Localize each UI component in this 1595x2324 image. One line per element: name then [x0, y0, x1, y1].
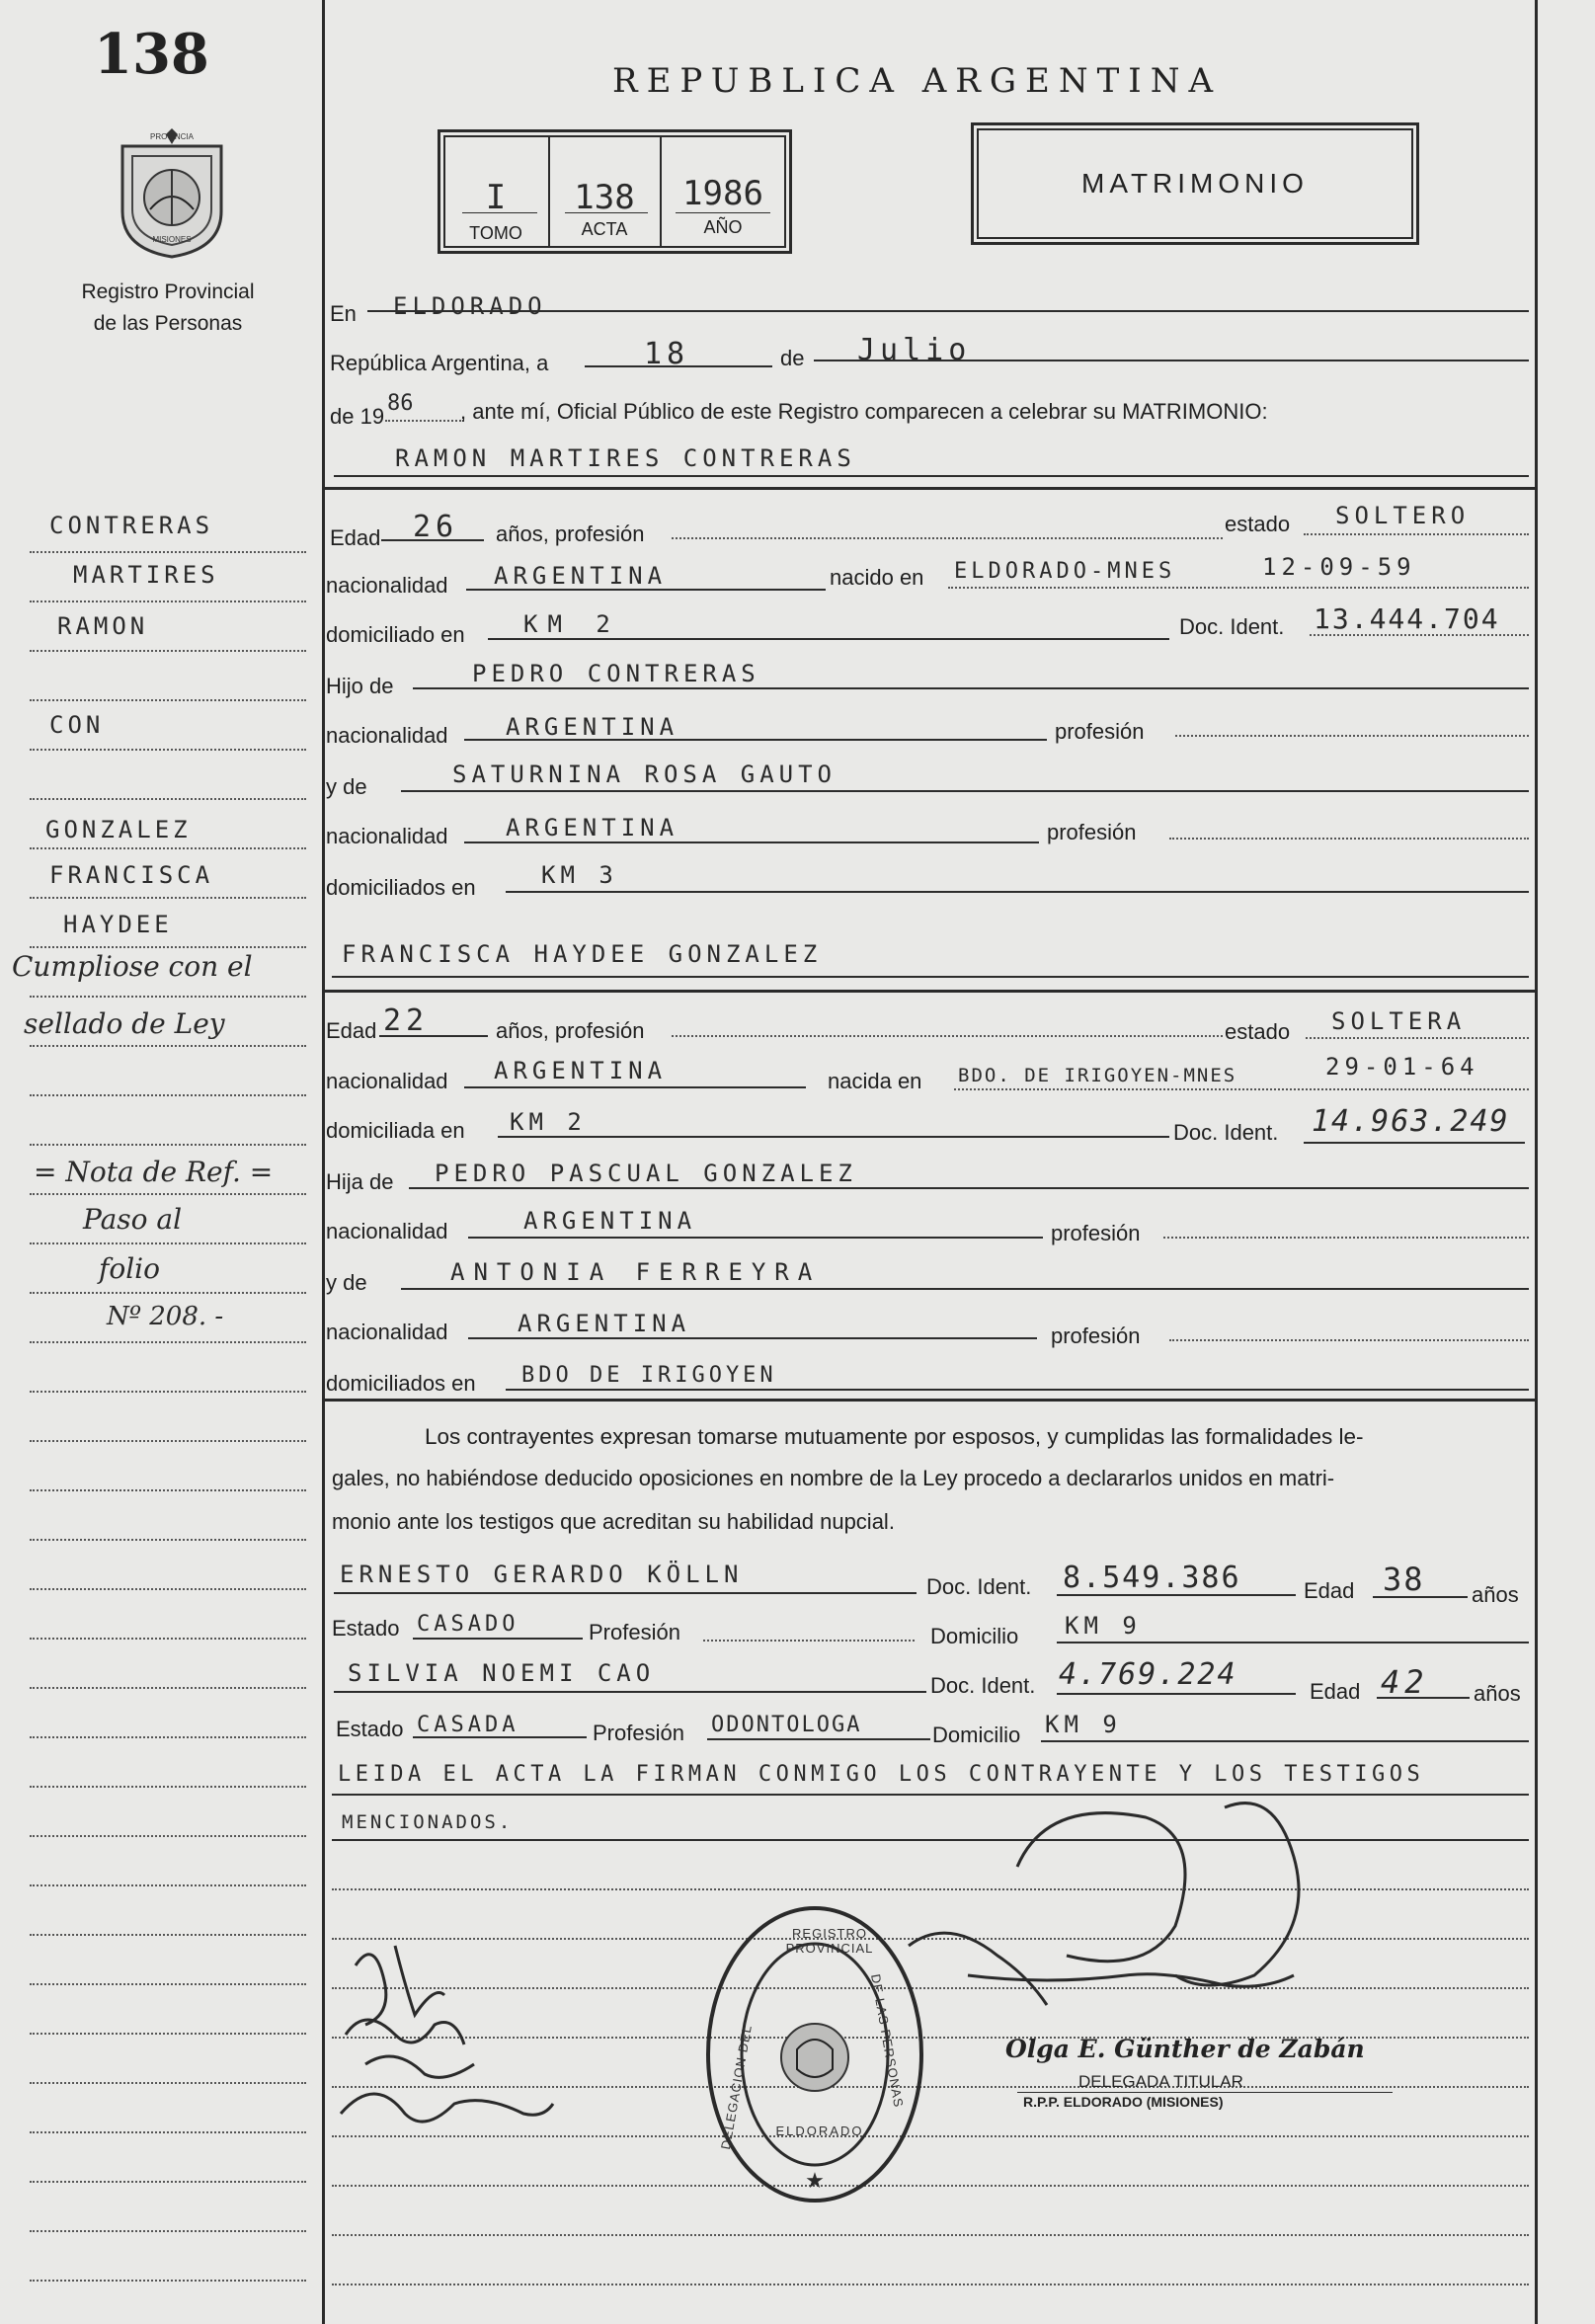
- groom-fecha-nac: 12-09-59: [1262, 553, 1416, 581]
- bride-domicilio: KM 2: [510, 1108, 587, 1136]
- day-line: [585, 365, 772, 367]
- witness2-anos-label: años: [1474, 1681, 1521, 1706]
- witness1-profesion-label: Profesión: [589, 1620, 680, 1644]
- document-title: REPUBLICA ARGENTINA: [612, 61, 1223, 101]
- bride-estado-dots: [1306, 1037, 1529, 1039]
- groom-padre-line: [413, 687, 1529, 689]
- margin-note-12: folio: [99, 1252, 160, 1285]
- month-line: [814, 360, 1529, 361]
- seal-text-bottom: MISIONES: [152, 235, 192, 244]
- margin-rule: [30, 650, 306, 652]
- margin-note-11: Paso al: [83, 1203, 183, 1236]
- groom-domiciliados-line: [506, 891, 1529, 893]
- margin-rule: [30, 1292, 306, 1294]
- witness2-domicilio-line: [1041, 1740, 1529, 1742]
- margin-rule: [30, 1588, 306, 1590]
- groom-nacionalidad: ARGENTINA: [494, 562, 668, 590]
- margin-note-4: CON: [49, 711, 105, 739]
- groom-madre-nac-line: [464, 841, 1039, 843]
- witness2-estado-line: [413, 1736, 587, 1738]
- right-border: [1535, 0, 1538, 2324]
- margin-rule: [30, 1687, 306, 1689]
- groom-padre-nac-line: [464, 739, 1047, 741]
- bride-domiciliados: BDO DE IRIGOYEN: [521, 1363, 777, 1388]
- bride-edad: 22: [383, 1003, 430, 1038]
- margin-rule: [30, 1489, 306, 1491]
- witness2-edad-line: [1377, 1697, 1470, 1699]
- ano-label: AÑO: [703, 217, 743, 237]
- margin-rule: [30, 1786, 306, 1788]
- bride-nacionalidad: ARGENTINA: [494, 1057, 668, 1084]
- ante-text: , ante mí, Oficial Público de este Registro comparecen a celebrar su MATRIMONIO:: [460, 399, 1268, 424]
- bride-edad-line: [379, 1035, 488, 1037]
- groom-doc-label: Doc. Ident.: [1179, 614, 1285, 639]
- margin-rule: [30, 2181, 306, 2183]
- margin-rule: [30, 847, 306, 849]
- groom-edad-line: [381, 539, 484, 541]
- groom-anos-profesion-label: años, profesión: [496, 521, 645, 546]
- groom-hijo-label: Hijo de: [326, 674, 394, 698]
- witness2-edad-label: Edad: [1310, 1679, 1361, 1704]
- declaration-line-2: gales, no habiéndose deducido oposiciones en nombre de la Ley procedo a declararlos unidos en matri-: [332, 1466, 1335, 1490]
- margin-rule: [30, 1983, 306, 1985]
- official-office: R.P.P. ELDORADO (MISIONES): [1023, 2094, 1224, 2110]
- margin-note-6: FRANCISCA: [49, 861, 214, 889]
- witness2-profesion-label: Profesión: [593, 1721, 684, 1745]
- bride-section-rule: [322, 990, 1535, 993]
- margin-rule: [30, 1638, 306, 1640]
- witness1-domicilio-label: Domicilio: [930, 1624, 1019, 1648]
- bride-padre-prof-dots: [1163, 1237, 1529, 1239]
- margin-note-3: RAMON: [57, 612, 149, 640]
- bride-madre-nac: ARGENTINA: [518, 1310, 691, 1337]
- margin-rule: [30, 1045, 306, 1047]
- bride-doc: 14.963.249: [1312, 1104, 1510, 1139]
- bride-nac-line: [464, 1086, 806, 1088]
- bride-anos-profesion-label: años, profesión: [496, 1018, 645, 1043]
- month-value: Julio: [857, 333, 972, 367]
- bride-hija-label: Hija de: [326, 1169, 394, 1194]
- groom-padre-prof-dots: [1175, 735, 1529, 737]
- witness2-domicilio: KM 9: [1045, 1711, 1122, 1738]
- margin-rule: [30, 2033, 306, 2035]
- republica-label: República Argentina, a: [330, 351, 549, 375]
- declaration-line-3: monio ante los testigos que acreditan su habilidad nupcial.: [332, 1509, 895, 1534]
- bride-estado: SOLTERA: [1331, 1007, 1467, 1035]
- body-rule: [332, 2234, 1529, 2236]
- official-title: DELEGADA TITULAR: [1078, 2072, 1243, 2091]
- witness1-doc: 8.549.386: [1063, 1561, 1241, 1595]
- groom-madre-nac-label: nacionalidad: [326, 824, 448, 848]
- margin-rule: [30, 1440, 306, 1442]
- groom-madre: SATURNINA ROSA GAUTO: [452, 761, 837, 788]
- year-dots: [385, 420, 464, 422]
- margin-rule: [30, 1835, 306, 1837]
- groom-padre-prof-label: profesión: [1055, 719, 1145, 744]
- groom-edad-label: Edad: [330, 525, 381, 550]
- groom-nacido-label: nacido en: [830, 565, 924, 590]
- groom-doc: 13.444.704: [1314, 602, 1500, 635]
- ano-value: 1986: [682, 174, 763, 213]
- bride-profesion-dots: [672, 1035, 1223, 1037]
- bride-padre-nac-label: nacionalidad: [326, 1219, 448, 1243]
- margin-rule: [30, 601, 306, 602]
- bride-doc-label: Doc. Ident.: [1173, 1120, 1279, 1145]
- margin-rule: [30, 2230, 306, 2232]
- bride-padre-nac: ARGENTINA: [523, 1207, 697, 1235]
- witness1-doc-line: [1057, 1594, 1296, 1596]
- bride-doc-line: [1304, 1142, 1525, 1144]
- registry-line-1: Registro Provincial: [81, 280, 255, 303]
- witness1-name-line: [334, 1592, 917, 1594]
- groom-padre-nac-label: nacionalidad: [326, 723, 448, 748]
- groom-estado-label: estado: [1225, 512, 1291, 536]
- witness2-doc-line: [1057, 1693, 1296, 1695]
- margin-note-7: HAYDEE: [63, 911, 173, 938]
- groom-padre-nac: ARGENTINA: [506, 713, 679, 741]
- stamp-left-text: DELEGACION DEL: [717, 2023, 756, 2151]
- groom-padre: PEDRO CONTRERAS: [472, 660, 760, 687]
- bride-madre: ANTONIA FERREYRA: [450, 1258, 822, 1286]
- margin-divider: [322, 0, 325, 2324]
- margin-rule: [30, 1539, 306, 1541]
- witness1-name: ERNESTO GERARDO KÖLLN: [340, 1561, 744, 1588]
- margin-rule: [30, 1736, 306, 1738]
- bride-padre: PEDRO PASCUAL GONZALEZ: [435, 1160, 857, 1187]
- en-label: En: [330, 301, 357, 326]
- bride-name: FRANCISCA HAYDEE GONZALEZ: [342, 940, 823, 968]
- witness2-domicilio-label: Domicilio: [932, 1723, 1021, 1747]
- place-line: [367, 310, 1529, 312]
- bride-domicilio-line: [498, 1136, 1169, 1138]
- ref-value-line-2: [565, 212, 648, 213]
- groom-domiciliados: KM 3: [541, 861, 618, 889]
- margin-note-1: CONTRERAS: [49, 512, 214, 539]
- groom-section-rule: [322, 487, 1535, 490]
- bride-madre-prof-label: profesión: [1051, 1323, 1141, 1348]
- bride-padre-nac-line: [468, 1237, 1043, 1239]
- witness1-estado: CASADO: [417, 1612, 519, 1637]
- de-label: de: [780, 346, 805, 370]
- margin-note-8: Cumpliose con el: [12, 950, 253, 983]
- margin-rule: [30, 897, 306, 899]
- acta-value: 138: [574, 178, 635, 217]
- witness1-edad: 38: [1383, 1561, 1425, 1598]
- bride-domiciliados-label: domiciliados en: [326, 1371, 476, 1396]
- witness2-name-line: [334, 1691, 926, 1693]
- witness2-estado-label: Estado: [336, 1717, 404, 1741]
- bride-y-de-label: y de: [326, 1270, 367, 1295]
- place-value: ELDORADO: [393, 292, 547, 320]
- folio-number: 138: [94, 22, 209, 87]
- margin-note-5: GONZALEZ: [45, 816, 192, 843]
- margin-rule: [30, 996, 306, 998]
- margin-note-10: = Nota de Ref. =: [34, 1156, 274, 1188]
- margin-rule: [30, 946, 306, 948]
- body-rule: [332, 2284, 1529, 2285]
- margin-rule: [30, 1242, 306, 1244]
- witness2-doc: 4.769.224: [1059, 1657, 1237, 1692]
- bride-name-line: [332, 976, 1529, 978]
- margin-rule: [30, 1884, 306, 1886]
- groom-profesion-dots: [672, 537, 1223, 539]
- witness2-estado: CASADA: [417, 1713, 519, 1737]
- tomo-label: TOMO: [469, 223, 522, 243]
- margin-rule: [30, 1391, 306, 1393]
- witness2-profesion-line: [707, 1738, 930, 1740]
- groom-domicilio: KM 2: [523, 610, 620, 638]
- stamp-right-text: DE LAS PERSONAS: [867, 1972, 907, 2110]
- margin-note-9: sellado de Ley: [24, 1007, 225, 1040]
- groom-name: RAMON MARTIRES CONTRERAS: [395, 444, 856, 472]
- witness1-profesion-dots: [703, 1640, 915, 1642]
- groom-madre-prof-label: profesión: [1047, 820, 1137, 844]
- margin-rule: [30, 1341, 306, 1343]
- witness2-profesion: ODONTOLOGA: [711, 1713, 862, 1737]
- bride-madre-nac-label: nacionalidad: [326, 1320, 448, 1344]
- groom-domicilio-line: [488, 638, 1169, 640]
- bride-madre-prof-dots: [1169, 1339, 1529, 1341]
- bride-padre-line: [409, 1187, 1529, 1189]
- witness1-doc-label: Doc. Ident.: [926, 1574, 1032, 1599]
- margin-rule: [30, 2082, 306, 2084]
- bride-estado-label: estado: [1225, 1019, 1291, 1044]
- bride-padre-prof-label: profesión: [1051, 1221, 1141, 1245]
- witness2-name: SILVIA NOEMI CAO: [348, 1659, 656, 1687]
- bride-nacida: BDO. DE IRIGOYEN-MNES: [958, 1065, 1237, 1086]
- margin-rule: [30, 2131, 306, 2133]
- bride-madre-nac-line: [468, 1337, 1037, 1339]
- groom-estado: SOLTERO: [1335, 502, 1471, 529]
- day-value: 18: [644, 337, 690, 371]
- margin-rule: [30, 1193, 306, 1195]
- margin-rule: [30, 1144, 306, 1146]
- witness1-anos-label: años: [1472, 1582, 1519, 1607]
- bride-madre-line: [401, 1288, 1529, 1290]
- closing-line-2: MENCIONADOS.: [342, 1811, 514, 1833]
- margin-rule: [30, 551, 306, 553]
- seal-text-top: PROVINCIA: [149, 132, 194, 141]
- stamp-bottom-text: ELDORADO: [775, 2124, 864, 2138]
- acta-label: ACTA: [581, 219, 628, 239]
- margin-rule: [30, 798, 306, 800]
- closing-line-1: LEIDA EL ACTA LA FIRMAN CONMIGO LOS CONTRAYENTE Y LOS TESTIGOS: [338, 1762, 1425, 1787]
- groom-nacionalidad-label: nacionalidad: [326, 573, 448, 598]
- body-rule: [332, 2185, 1529, 2187]
- margin-rule: [30, 749, 306, 751]
- witness2-edad: 42: [1381, 1663, 1429, 1701]
- margin-note-2: MARTIRES: [73, 561, 219, 589]
- declaration-rule: [322, 1399, 1535, 1402]
- groom-doc-dots: [1310, 634, 1529, 636]
- groom-domiciliados-label: domiciliados en: [326, 875, 476, 900]
- ref-value-line-3: [676, 212, 770, 213]
- margin-note-13: Nº 208. -: [107, 1302, 224, 1331]
- groom-nacido-dots: [948, 587, 1529, 589]
- groom-edad: 26: [413, 510, 459, 544]
- groom-y-de-label: y de: [326, 774, 367, 799]
- registry-line-2: de las Personas: [93, 312, 243, 335]
- official-name: Olga E. Günther de Zabán: [1005, 2035, 1365, 2063]
- groom-nac-line: [466, 589, 826, 591]
- svg-text:★: ★: [805, 2168, 825, 2193]
- bride-fecha-nac: 29-01-64: [1325, 1053, 1479, 1081]
- bride-nacida-label: nacida en: [828, 1069, 922, 1093]
- groom-madre-nac: ARGENTINA: [506, 814, 679, 841]
- year-suffix: 86: [387, 391, 414, 416]
- witness1-domicilio-line: [1057, 1642, 1529, 1643]
- witness1-edad-line: [1373, 1596, 1468, 1598]
- margin-rule: [30, 1094, 306, 1096]
- groom-nacido: ELDORADO-MNES: [954, 559, 1176, 584]
- groom-domicilio-label: domiciliado en: [326, 622, 465, 647]
- groom-madre-line: [401, 790, 1529, 792]
- ref-value-line-1: [462, 212, 537, 213]
- margin-rule: [30, 2280, 306, 2282]
- year-prefix: de 19: [330, 404, 385, 429]
- bride-nacionalidad-label: nacionalidad: [326, 1069, 448, 1093]
- witness2-doc-label: Doc. Ident.: [930, 1673, 1036, 1698]
- witness1-estado-line: [413, 1638, 583, 1640]
- declaration-line-1: Los contrayentes expresan tomarse mutuamente por esposos, y cumplidas las formalidades le-: [425, 1424, 1364, 1449]
- bride-domicilio-label: domiciliada en: [326, 1118, 465, 1143]
- witness1-edad-label: Edad: [1304, 1578, 1355, 1603]
- witness1-estado-label: Estado: [332, 1616, 400, 1641]
- official-underline: [1017, 2092, 1393, 2093]
- bride-domiciliados-line: [506, 1389, 1529, 1391]
- bride-nacida-dots: [954, 1088, 1529, 1090]
- groom-name-line: [334, 475, 1529, 477]
- margin-rule: [30, 699, 306, 701]
- tomo-value: I: [485, 178, 507, 217]
- bride-edad-label: Edad: [326, 1018, 377, 1043]
- witness1-domicilio: KM 9: [1065, 1612, 1142, 1640]
- left-signatures: [336, 1926, 563, 2143]
- doc-type-label: MATRIMONIO: [1081, 168, 1309, 199]
- margin-rule: [30, 1934, 306, 1936]
- groom-madre-prof-dots: [1169, 838, 1529, 840]
- groom-estado-dots: [1304, 533, 1529, 535]
- stamp-top-text: REGISTRO PROVINCIAL: [785, 1926, 874, 1956]
